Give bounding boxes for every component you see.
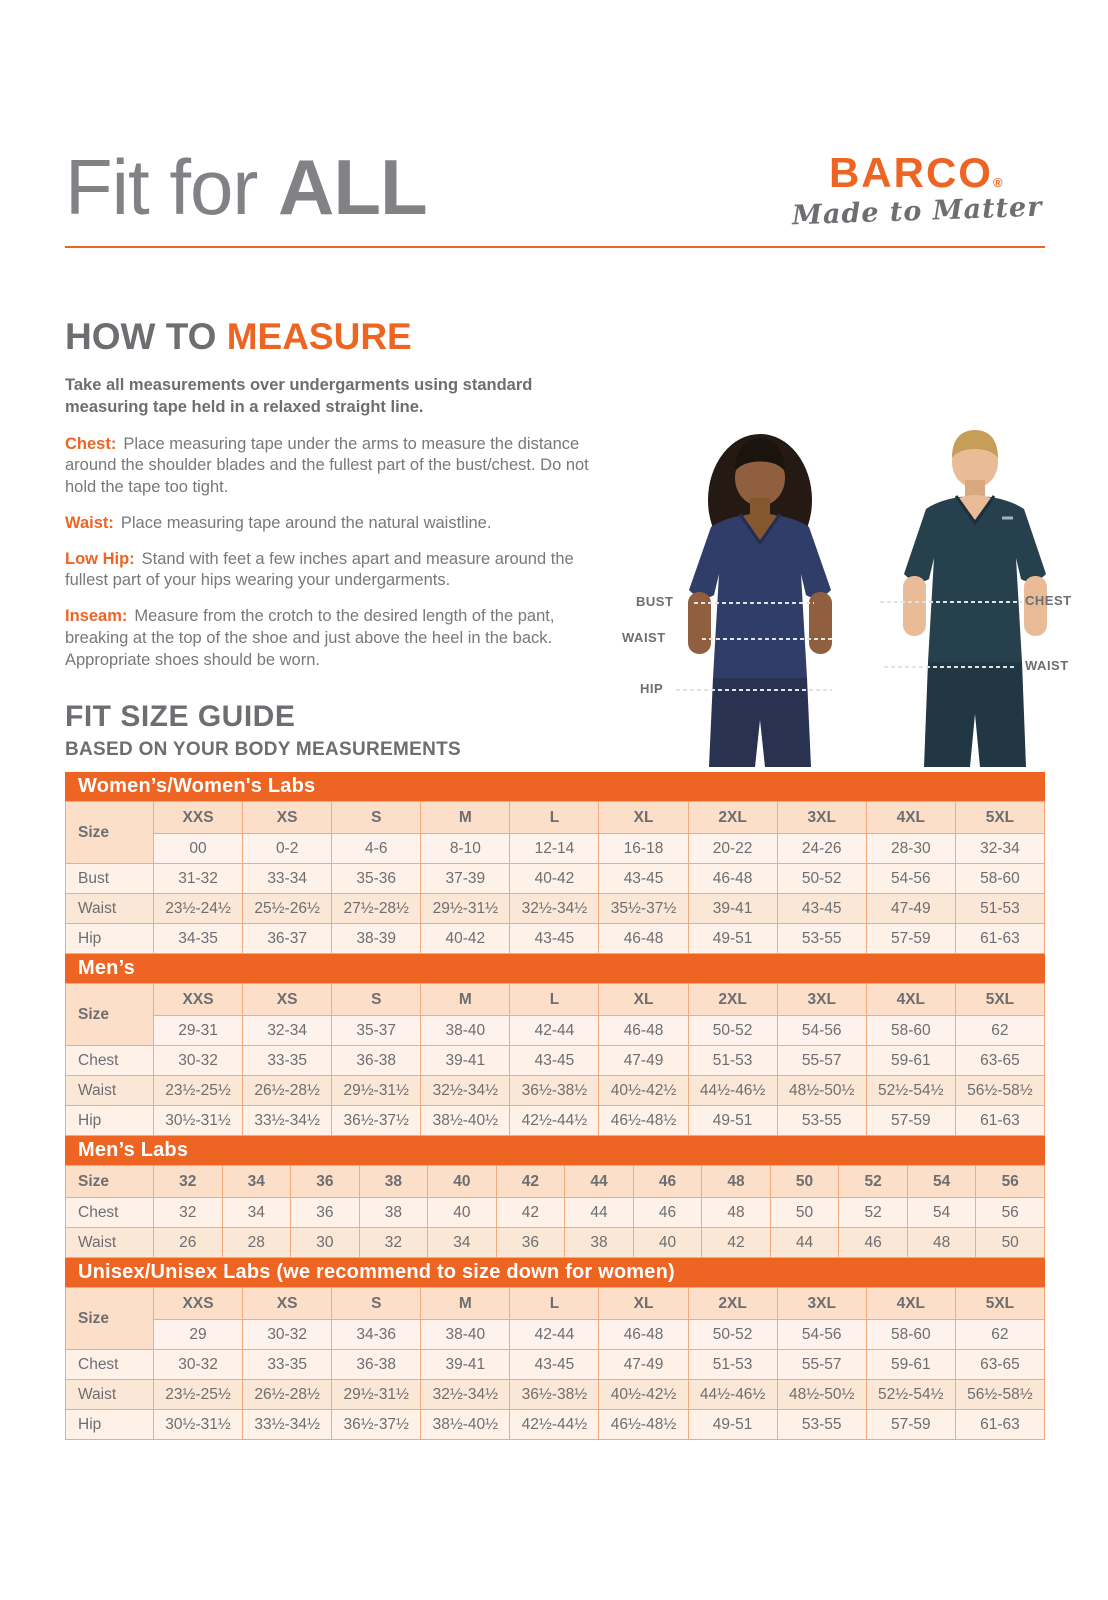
size-column-header: 32 — [154, 1166, 223, 1198]
measurement-cell: 61-63 — [955, 1410, 1044, 1440]
size-table-unisex — [65, 1258, 1045, 1440]
size-column-header: L — [510, 984, 599, 1016]
measurement-cell: 53-55 — [777, 1410, 866, 1440]
size-column-header: XS — [243, 984, 332, 1016]
measurement-row-label: Hip — [66, 924, 154, 954]
measurement-cell: 43-45 — [777, 894, 866, 924]
corner-size-label: Size — [66, 1166, 154, 1198]
measurement-cell: 36½-38½ — [510, 1380, 599, 1410]
size-range-cell: 29 — [154, 1320, 243, 1350]
measurement-row-label: Waist — [66, 1076, 154, 1106]
table-row — [66, 924, 1045, 954]
measurement-cell: 33-34 — [243, 864, 332, 894]
measurement-cell: 57-59 — [866, 924, 955, 954]
table-banner-womens: Women’s/Women's Labs — [65, 772, 1045, 801]
measurement-cell: 44 — [565, 1198, 634, 1228]
size-range-cell: 32-34 — [955, 834, 1044, 864]
size-column-header: XL — [599, 1288, 688, 1320]
corner-size-label: Size — [66, 1288, 154, 1350]
table-banner-unisex: Unisex/Unisex Labs (we recommend to size down for women) — [65, 1258, 1045, 1287]
measurement-cell: 63-65 — [955, 1350, 1044, 1380]
measure-item-text: Measure from the crotch to the desired length of the pant, breaking at the top of the shoe and just above the heel in the back. Appropriate shoes should be worn. — [65, 607, 555, 669]
size-column-header: 42 — [496, 1166, 565, 1198]
size-range-cell: 38-40 — [421, 1320, 510, 1350]
measurement-cell: 49-51 — [688, 1410, 777, 1440]
measurement-cell: 40 — [428, 1198, 497, 1228]
measurement-cell: 40-42 — [510, 864, 599, 894]
registered-trademark-icon: ® — [992, 175, 1005, 190]
size-column-header: 48 — [702, 1166, 771, 1198]
measurement-cell: 36½-38½ — [510, 1076, 599, 1106]
size-table-womens — [65, 772, 1045, 954]
measurement-cell: 56½-58½ — [955, 1380, 1044, 1410]
measurement-cell: 36½-37½ — [332, 1410, 421, 1440]
measurement-cell: 36½-37½ — [332, 1106, 421, 1136]
measure-item-text: Place measuring tape under the arms to measure the distance around the shoulder blades and the fullest part of the bust/chest. Do not hold the tape too tight. — [65, 434, 589, 497]
measurement-cell: 51-53 — [688, 1350, 777, 1380]
measure-item-chest — [65, 434, 613, 499]
measurement-cell: 30-32 — [154, 1350, 243, 1380]
size-column-header: M — [421, 984, 510, 1016]
brand-name — [792, 149, 1042, 196]
table-row — [66, 894, 1045, 924]
size-range-cell: 54-56 — [777, 1320, 866, 1350]
size-range-cell: 35-37 — [332, 1016, 421, 1046]
size-column-header: XS — [243, 802, 332, 834]
table-banner-mens: Men’s — [65, 954, 1045, 983]
size-column-header: 4XL — [866, 802, 955, 834]
measurement-cell: 33½-34½ — [243, 1410, 332, 1440]
measurement-cell: 50 — [770, 1198, 839, 1228]
measurement-cell: 42 — [702, 1228, 771, 1258]
measurement-row-label: Waist — [66, 894, 154, 924]
measurement-cell: 52½-54½ — [866, 1380, 955, 1410]
size-column-header: 4XL — [866, 984, 955, 1016]
woman-waist-label: WAIST — [622, 630, 666, 645]
measurement-cell: 36 — [291, 1198, 360, 1228]
man-waist-label: WAIST — [1025, 658, 1069, 673]
size-range-cell: 62 — [955, 1320, 1044, 1350]
measurement-cell: 40-42 — [421, 924, 510, 954]
measurement-row-label: Chest — [66, 1046, 154, 1076]
size-column-header: L — [510, 802, 599, 834]
size-range-cell: 24-26 — [777, 834, 866, 864]
table-row — [66, 864, 1045, 894]
measurement-cell: 36-37 — [243, 924, 332, 954]
measurement-cell: 51-53 — [688, 1046, 777, 1076]
size-range-cell: 58-60 — [866, 1320, 955, 1350]
measurement-cell: 46-48 — [599, 924, 688, 954]
measurement-cell: 30½-31½ — [154, 1410, 243, 1440]
measurement-cell: 52½-54½ — [866, 1076, 955, 1106]
size-range-cell: 46-48 — [599, 1016, 688, 1046]
measurement-cell: 48 — [907, 1228, 976, 1258]
chest-label: CHEST — [1025, 593, 1072, 608]
size-range-cell: 54-56 — [777, 1016, 866, 1046]
measurement-cell: 29½-31½ — [332, 1076, 421, 1106]
header-divider — [65, 246, 1045, 248]
measurement-cell: 38½-40½ — [421, 1106, 510, 1136]
size-column-header: 38 — [359, 1166, 428, 1198]
page-title — [65, 143, 427, 231]
size-column-header: 44 — [565, 1166, 634, 1198]
measurement-cell: 54 — [907, 1198, 976, 1228]
measurement-cell: 49-51 — [688, 1106, 777, 1136]
measurement-cell: 50 — [976, 1228, 1045, 1258]
measurement-cell: 43-45 — [510, 1350, 599, 1380]
size-range-cell: 50-52 — [688, 1016, 777, 1046]
measurement-row-label: Chest — [66, 1350, 154, 1380]
size-column-header: 46 — [633, 1166, 702, 1198]
size-column-header: 3XL — [777, 984, 866, 1016]
size-range-cell: 58-60 — [866, 1016, 955, 1046]
measurement-cell: 28 — [222, 1228, 291, 1258]
measurement-cell: 26½-28½ — [243, 1380, 332, 1410]
size-column-header: M — [421, 802, 510, 834]
measurement-cell: 34 — [428, 1228, 497, 1258]
size-column-header: 34 — [222, 1166, 291, 1198]
measurement-cell: 50-52 — [777, 864, 866, 894]
measurement-cell: 48½-50½ — [777, 1380, 866, 1410]
measurement-cell: 40½-42½ — [599, 1076, 688, 1106]
measurement-cell: 42½-44½ — [510, 1106, 599, 1136]
measurement-cell: 40½-42½ — [599, 1380, 688, 1410]
size-range-cell: 42-44 — [510, 1320, 599, 1350]
measurement-cell: 36-38 — [332, 1350, 421, 1380]
size-column-header: XS — [243, 1288, 332, 1320]
measurement-cell: 35½-37½ — [599, 894, 688, 924]
bust-label: BUST — [636, 594, 674, 609]
measurement-cell: 32 — [359, 1228, 428, 1258]
measure-item-text: Place measuring tape around the natural waistline. — [120, 513, 492, 532]
size-range-cell: 30-32 — [243, 1320, 332, 1350]
measurement-cell: 38 — [565, 1228, 634, 1258]
size-table-mens — [65, 954, 1045, 1136]
measurement-cell: 34-35 — [154, 924, 243, 954]
page-title-bold: ALL — [278, 143, 427, 231]
corner-size-label: Size — [66, 802, 154, 864]
measurement-cell: 42 — [496, 1198, 565, 1228]
table-row — [66, 1350, 1045, 1380]
measurement-cell: 23½-24½ — [154, 894, 243, 924]
measurement-row-label: Waist — [66, 1380, 154, 1410]
size-grid-womens — [65, 801, 1045, 954]
measurement-cell: 58-60 — [955, 864, 1044, 894]
how-to-measure-section — [65, 318, 613, 685]
size-column-header: XL — [599, 802, 688, 834]
measurement-cell: 33½-34½ — [243, 1106, 332, 1136]
measurement-cell: 59-61 — [866, 1046, 955, 1076]
measurement-row-label: Hip — [66, 1106, 154, 1136]
measurement-cell: 39-41 — [688, 894, 777, 924]
size-column-header: M — [421, 1288, 510, 1320]
size-grid-unisex — [65, 1287, 1045, 1440]
size-column-header: 50 — [770, 1166, 839, 1198]
measurement-cell: 61-63 — [955, 924, 1044, 954]
measure-item-text: Stand with feet a few inches apart and measure around the fullest part of your hips wearing your undergarments. — [65, 549, 574, 590]
measure-item-label: Waist: — [65, 513, 114, 532]
size-column-header: 36 — [291, 1166, 360, 1198]
measurement-cell: 30-32 — [154, 1046, 243, 1076]
measurement-cell: 26½-28½ — [243, 1076, 332, 1106]
table-banner-mens-labs: Men’s Labs — [65, 1136, 1045, 1165]
heading-gray-part: HOW TO — [65, 316, 217, 357]
size-tables-container — [65, 772, 1045, 1440]
measurement-cell: 27½-28½ — [332, 894, 421, 924]
size-range-cell: 20-22 — [688, 834, 777, 864]
measurement-cell: 44½-46½ — [688, 1380, 777, 1410]
measurement-cell: 53-55 — [777, 924, 866, 954]
measurement-cell: 57-59 — [866, 1106, 955, 1136]
measurement-cell: 59-61 — [866, 1350, 955, 1380]
measurement-cell: 32½-34½ — [510, 894, 599, 924]
size-range-cell: 4-6 — [332, 834, 421, 864]
measurement-cell: 39-41 — [421, 1046, 510, 1076]
measurement-cell: 44 — [770, 1228, 839, 1258]
measure-item-waist — [65, 513, 613, 535]
measurement-cell: 38 — [359, 1198, 428, 1228]
measurement-cell: 36 — [496, 1228, 565, 1258]
how-to-measure-heading — [65, 318, 613, 355]
fit-size-guide-subheading: BASED ON YOUR BODY MEASUREMENTS — [65, 739, 462, 760]
size-range-cell: 42-44 — [510, 1016, 599, 1046]
measurement-cell: 26 — [154, 1228, 223, 1258]
size-column-header: 2XL — [688, 1288, 777, 1320]
table-row — [66, 1076, 1045, 1106]
size-column-header: S — [332, 802, 421, 834]
size-column-header: XXS — [154, 984, 243, 1016]
measurement-cell: 33-35 — [243, 1350, 332, 1380]
measure-item-label: Inseam: — [65, 607, 128, 626]
measurement-cell: 42½-44½ — [510, 1410, 599, 1440]
measurement-cell: 46-48 — [688, 864, 777, 894]
size-column-header: 3XL — [777, 1288, 866, 1320]
size-column-header: XL — [599, 984, 688, 1016]
measurement-cell: 43-45 — [599, 864, 688, 894]
measurement-cell: 44½-46½ — [688, 1076, 777, 1106]
measurement-cell: 46½-48½ — [599, 1410, 688, 1440]
measurement-cell: 48 — [702, 1198, 771, 1228]
size-column-header: S — [332, 984, 421, 1016]
measure-intro: Take all measurements over undergarments using standard measuring tape held in a relaxed straight line. — [65, 376, 533, 416]
fit-size-guide-heading: FIT SIZE GUIDE — [65, 700, 296, 733]
size-column-header: XXS — [154, 802, 243, 834]
size-range-cell: 46-48 — [599, 1320, 688, 1350]
measurement-cell: 54-56 — [866, 864, 955, 894]
table-row — [66, 1198, 1045, 1228]
size-range-cell: 16-18 — [599, 834, 688, 864]
measure-item-label: Chest: — [65, 434, 117, 453]
table-row — [66, 1046, 1045, 1076]
size-column-header: L — [510, 1288, 599, 1320]
size-column-header: 56 — [976, 1166, 1045, 1198]
hip-label: HIP — [640, 681, 664, 696]
measure-item-lowhip — [65, 549, 613, 593]
size-range-cell: 8-10 — [421, 834, 510, 864]
size-column-header: 52 — [839, 1166, 908, 1198]
size-range-cell: 62 — [955, 1016, 1044, 1046]
size-range-cell: 50-52 — [688, 1320, 777, 1350]
measurement-cell: 36-38 — [332, 1046, 421, 1076]
measurement-cell: 47-49 — [599, 1350, 688, 1380]
size-column-header: 4XL — [866, 1288, 955, 1320]
table-row — [66, 1228, 1045, 1258]
size-column-header: XXS — [154, 1288, 243, 1320]
heading-orange-part: MEASURE — [226, 316, 412, 357]
measurement-cell: 61-63 — [955, 1106, 1044, 1136]
measurement-cell: 38½-40½ — [421, 1410, 510, 1440]
brand-logo — [791, 149, 1043, 232]
size-column-header: 5XL — [955, 1288, 1044, 1320]
measurement-cell: 38-39 — [332, 924, 421, 954]
measurement-cell: 32½-34½ — [421, 1380, 510, 1410]
size-range-cell: 00 — [154, 834, 243, 864]
measurement-cell: 32 — [154, 1198, 223, 1228]
measurement-cell: 37-39 — [421, 864, 510, 894]
measurement-cell: 56 — [976, 1198, 1045, 1228]
size-column-header: S — [332, 1288, 421, 1320]
size-column-header: 3XL — [777, 802, 866, 834]
brand-tagline: Made to Matter — [791, 191, 1043, 232]
brand-wordmark: BARCO — [828, 149, 993, 196]
corner-size-label: Size — [66, 984, 154, 1046]
table-row — [66, 1106, 1045, 1136]
measurement-cell: 49-51 — [688, 924, 777, 954]
size-column-header: 40 — [428, 1166, 497, 1198]
measurement-cell: 55-57 — [777, 1350, 866, 1380]
measurement-cell: 35-36 — [332, 864, 421, 894]
size-column-header: 5XL — [955, 984, 1044, 1016]
measurement-cell: 30 — [291, 1228, 360, 1258]
size-range-cell: 32-34 — [243, 1016, 332, 1046]
measurement-cell: 25½-26½ — [243, 894, 332, 924]
measurement-cell: 56½-58½ — [955, 1076, 1044, 1106]
measurement-cell: 33-35 — [243, 1046, 332, 1076]
measurement-cell: 46 — [633, 1198, 702, 1228]
measurement-cell: 51-53 — [955, 894, 1044, 924]
size-column-header: 2XL — [688, 984, 777, 1016]
measurement-cell: 29½-31½ — [332, 1380, 421, 1410]
measurement-cell: 46 — [839, 1228, 908, 1258]
measurement-cell: 55-57 — [777, 1046, 866, 1076]
measurement-row-label: Chest — [66, 1198, 154, 1228]
size-range-cell: 0-2 — [243, 834, 332, 864]
measure-instructions-list — [65, 434, 613, 672]
size-range-cell: 28-30 — [866, 834, 955, 864]
measurement-cell: 32½-34½ — [421, 1076, 510, 1106]
measurement-cell: 63-65 — [955, 1046, 1044, 1076]
size-column-header: 2XL — [688, 802, 777, 834]
measurement-cell: 43-45 — [510, 924, 599, 954]
measurement-cell: 57-59 — [866, 1410, 955, 1440]
measurement-cell: 29½-31½ — [421, 894, 510, 924]
measurement-cell: 39-41 — [421, 1350, 510, 1380]
measure-item-inseam — [65, 606, 613, 671]
measurement-cell: 43-45 — [510, 1046, 599, 1076]
measurement-cell: 31-32 — [154, 864, 243, 894]
measurement-cell: 40 — [633, 1228, 702, 1258]
measurement-cell: 47-49 — [866, 894, 955, 924]
measure-item-label: Low Hip: — [65, 549, 135, 568]
measurement-cell: 48½-50½ — [777, 1076, 866, 1106]
table-row — [66, 1410, 1045, 1440]
measurement-cell: 23½-25½ — [154, 1380, 243, 1410]
table-row — [66, 1380, 1045, 1410]
measurement-cell: 34 — [222, 1198, 291, 1228]
size-grid-mens — [65, 983, 1045, 1136]
page-title-light: Fit for — [65, 143, 258, 231]
fit-size-guide-section — [65, 700, 1045, 1440]
measurement-cell: 52 — [839, 1198, 908, 1228]
size-grid-mens-labs — [65, 1165, 1045, 1258]
measurement-cell: 30½-31½ — [154, 1106, 243, 1136]
measurement-cell: 53-55 — [777, 1106, 866, 1136]
size-range-cell: 12-14 — [510, 834, 599, 864]
measurement-row-label: Hip — [66, 1410, 154, 1440]
size-column-header: 5XL — [955, 802, 1044, 834]
measurement-cell: 47-49 — [599, 1046, 688, 1076]
size-column-header: 54 — [907, 1166, 976, 1198]
measurement-row-label: Waist — [66, 1228, 154, 1258]
measurement-cell: 46½-48½ — [599, 1106, 688, 1136]
size-table-mens-labs — [65, 1136, 1045, 1258]
measurement-row-label: Bust — [66, 864, 154, 894]
measurement-cell: 23½-25½ — [154, 1076, 243, 1106]
size-range-cell: 38-40 — [421, 1016, 510, 1046]
size-range-cell: 34-36 — [332, 1320, 421, 1350]
size-range-cell: 29-31 — [154, 1016, 243, 1046]
